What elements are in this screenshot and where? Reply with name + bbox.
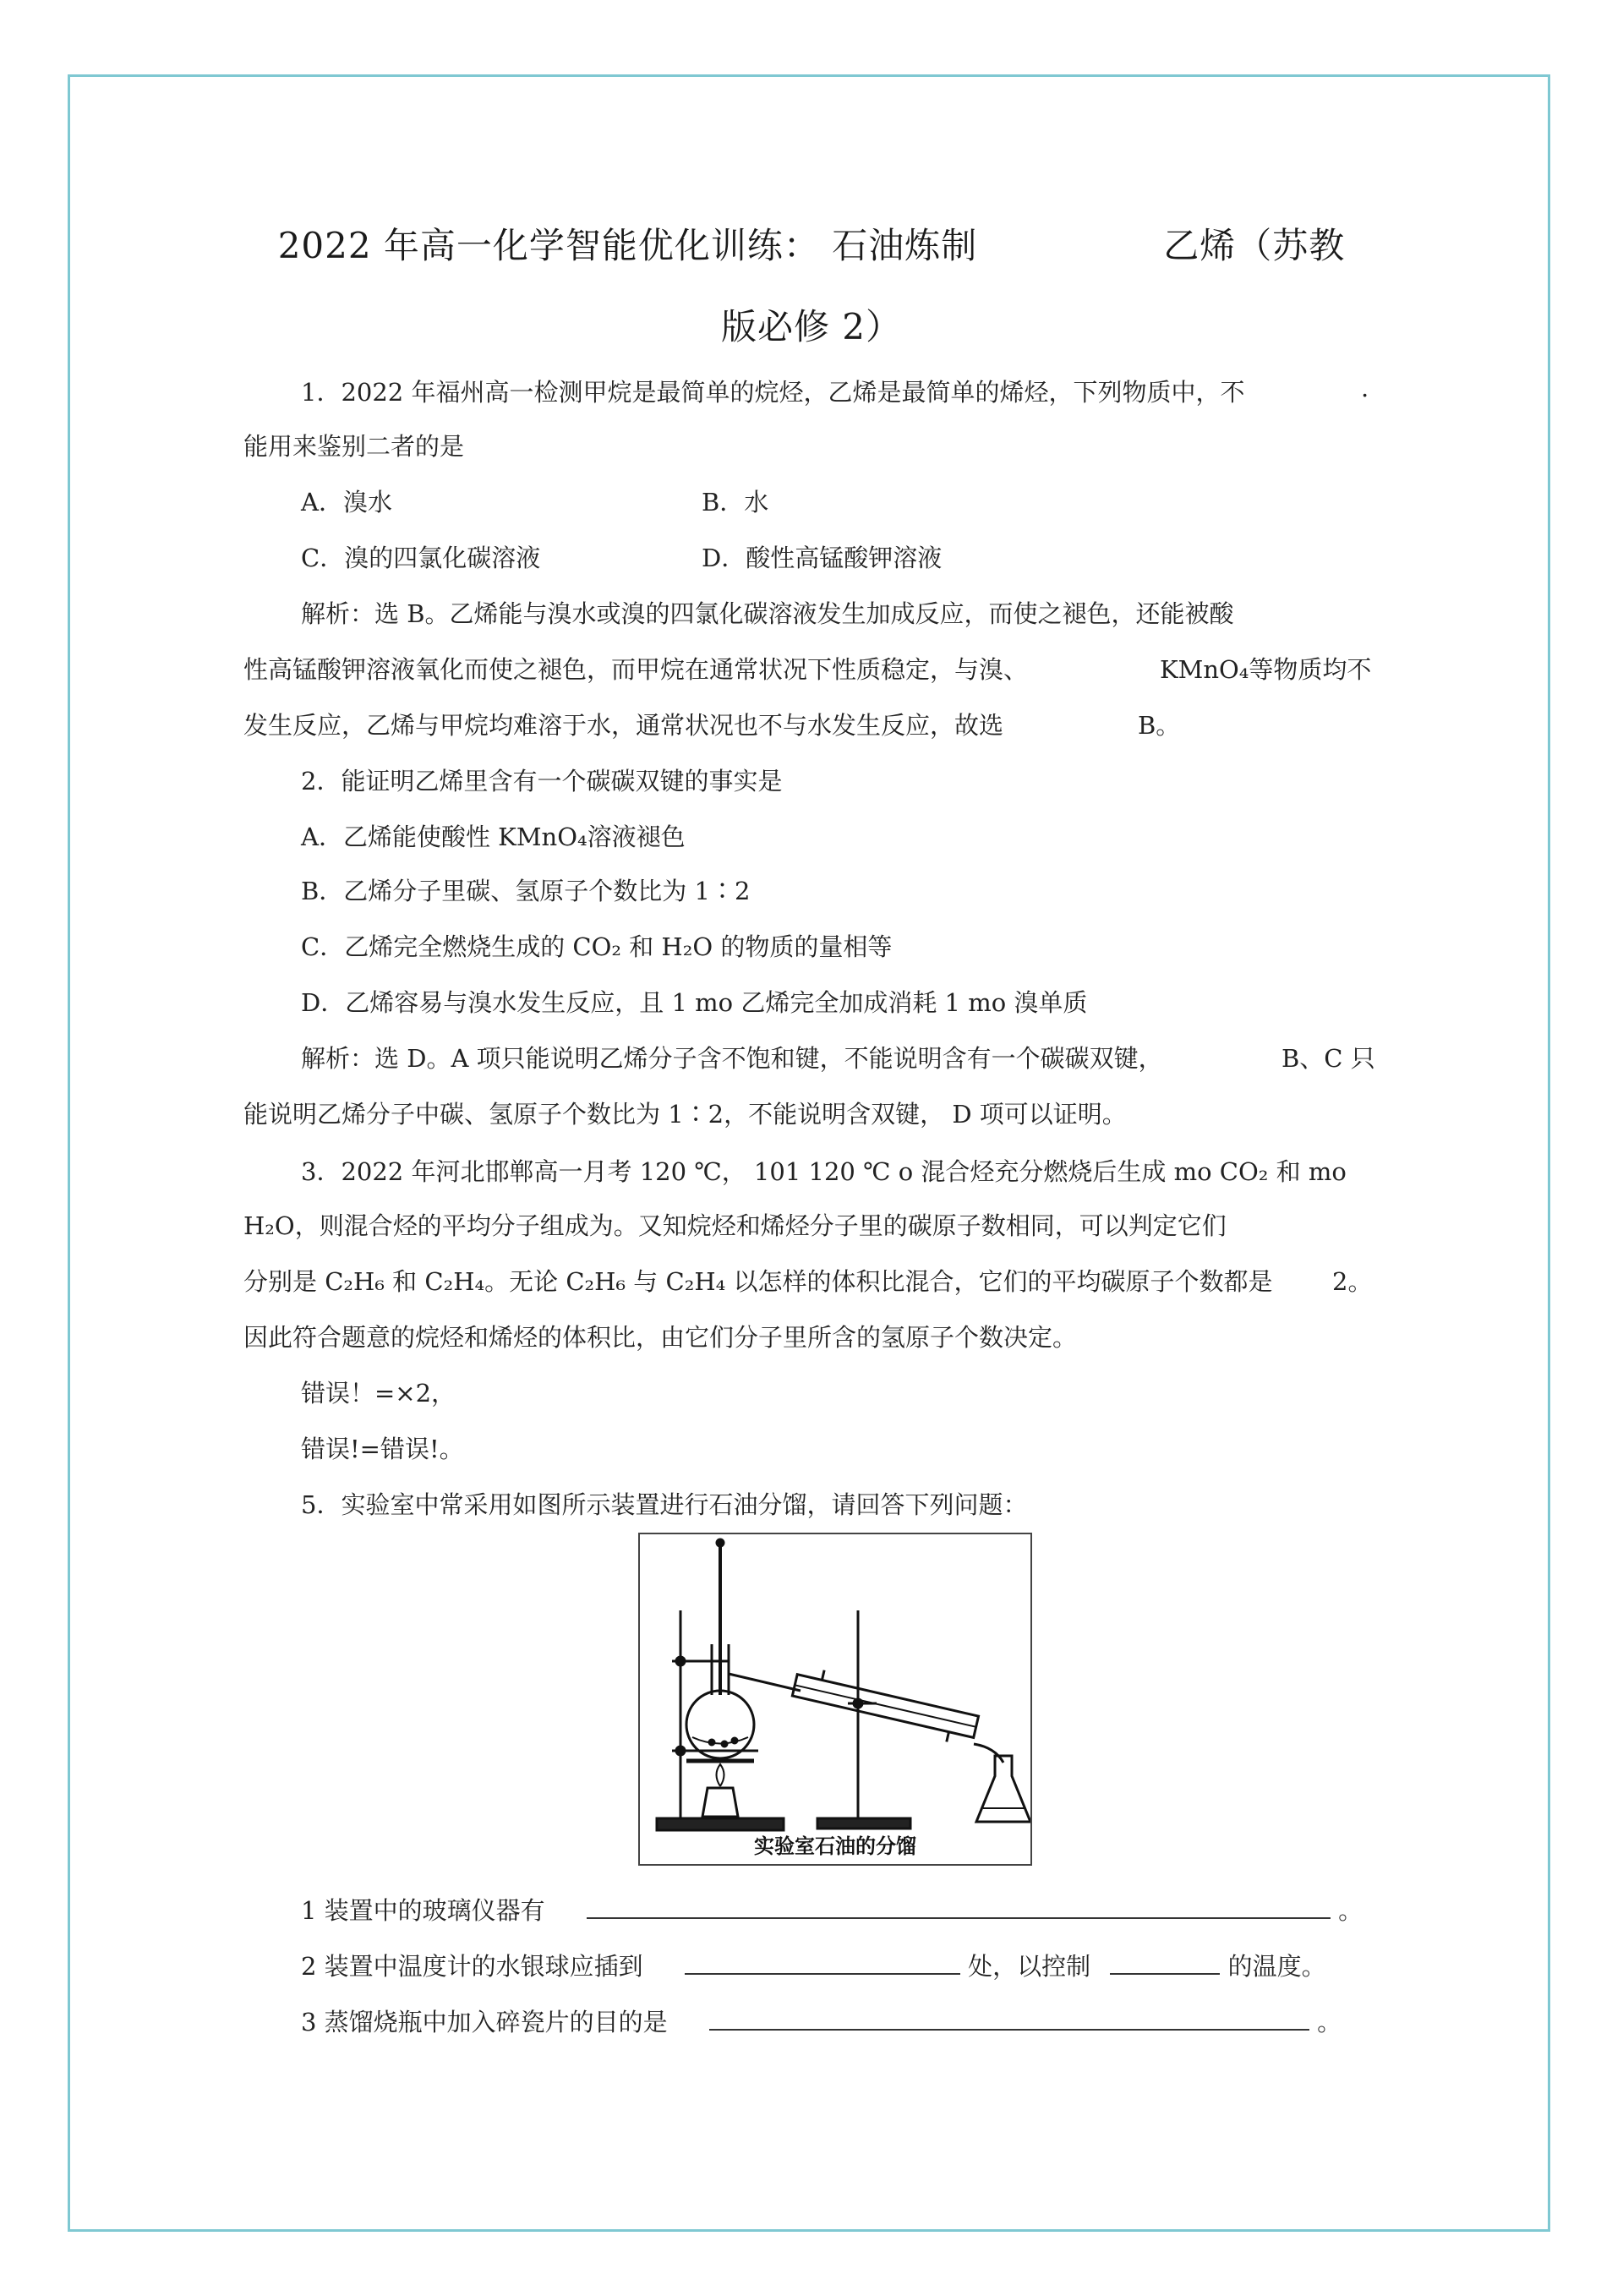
page-title-line-2: 版必修 2） xyxy=(720,306,903,347)
q5-sub-3-label: 3 蒸馏烧瓶中加入碎瓷片的目的是 xyxy=(301,2008,668,2036)
q2-option-b: B．乙烯分子里碳、氢原子个数比为 1∶2 xyxy=(301,877,751,905)
page-title xyxy=(0,218,1623,269)
q3-stem-line-4: 因此符合题意的烷烃和烯烃的体积比，由它们分子里所含的氢原子个数决定。 xyxy=(243,1323,1078,1352)
q5-stem: 5．实验室中常采用如图所示装置进行石油分馏，请回答下列问题： xyxy=(301,1490,1028,1519)
alcohol-lamp xyxy=(702,1788,738,1817)
q5-sub-2-mid: 处，以控制 xyxy=(968,1952,1091,1981)
answer-blank-4[interactable] xyxy=(709,2009,1309,2031)
q1-option-d: D．酸性高锰酸钾溶液 xyxy=(702,544,943,572)
q2-analysis-line-1: 解析：选 D。A 项只能说明乙烯分子含不饱和键，不能说明含有一个碳碳双键， xyxy=(301,1044,1163,1073)
q5-sub-1-end: 。 xyxy=(1338,1896,1363,1925)
stray-dot: . xyxy=(1361,374,1369,402)
title-part-1: 2022 年高一化学智能优化训练： 石油炼制 xyxy=(277,225,978,266)
q1-stem-line-2: 能用来鉴别二者的是 xyxy=(243,432,465,461)
receiving-flask xyxy=(976,1756,1030,1822)
figure-caption: 实验室石油的分馏 xyxy=(754,1834,916,1858)
q1-analysis-line-2-end: KMnO₄等物质均不 xyxy=(1160,655,1372,684)
q3-stem-line-3-end: 2。 xyxy=(1332,1267,1373,1296)
q1-analysis-line-1: 解析：选 B。乙烯能与溴水或溴的四氯化碳溶液发生加成反应，而使之褪色，还能被酸 xyxy=(301,599,1234,628)
q1-analysis-line-3: 发生反应，乙烯与甲烷均难溶于水，通常状况也不与水发生反应，故选 xyxy=(243,711,1004,740)
left-stand-base xyxy=(657,1818,784,1830)
q5-sub-3-end: 。 xyxy=(1317,2008,1342,2036)
q2-option-a: A．乙烯能使酸性 KMnO₄溶液褪色 xyxy=(301,823,686,851)
q5-sub-3 xyxy=(301,2004,1342,2038)
q5-sub-2 xyxy=(301,1948,1326,1982)
q2-option-c: C．乙烯完全燃烧生成的 CO₂ 和 H₂O 的物质的量相等 xyxy=(301,932,893,961)
answer-blank-1[interactable] xyxy=(587,1897,1331,1919)
q3-stem-line-1: 3．2022 年河北邯郸高一月考 120 ℃， 101 120 ℃ o 混合烃充分燃烧后生成 mo CO₂ 和 mo xyxy=(301,1157,1347,1186)
q5-sub-1 xyxy=(301,1892,1363,1927)
q3-stem-line-2: H₂O，则混合烃的平均分子组成为。又知烷烃和烯烃分子里的碳原子数相同，可以判定它们 xyxy=(243,1211,1227,1240)
q1-option-b: B．水 xyxy=(702,488,769,517)
distillation-flask xyxy=(686,1691,754,1758)
q1-analysis-line-2: 性高锰酸钾溶液氧化而使之褪色，而甲烷在通常状况下性质稳定，与溴、 xyxy=(243,655,1029,684)
q5-sub-2-label: 2 装置中温度计的水银球应插到 xyxy=(301,1952,643,1981)
q3-error-line-1: 错误！=×2， xyxy=(301,1379,456,1408)
q2-stem: 2．能证明乙烯里含有一个碳碳双键的事实是 xyxy=(301,767,783,795)
answer-blank-3[interactable] xyxy=(1110,1953,1220,1975)
q2-analysis-line-1-end: B、C 只 xyxy=(1281,1044,1375,1073)
adapter xyxy=(974,1744,1003,1763)
q5-sub-2-end: 的温度。 xyxy=(1227,1952,1326,1981)
distillation-figure xyxy=(638,1533,1032,1866)
q3-error-line-2: 错误!=错误!。 xyxy=(301,1435,464,1463)
q5-sub-1-label: 1 装置中的玻璃仪器有 xyxy=(301,1896,545,1925)
q2-option-d: D．乙烯容易与溴水发生反应，且 1 mo 乙烯完全加成消耗 1 mo 溴单质 xyxy=(301,988,1088,1017)
q3-stem-line-3: 分别是 C₂H₆ 和 C₂H₄。无论 C₂H₆ 与 C₂H₄ 以怎样的体积比混合，它们的平均碳原子个数都是 xyxy=(243,1267,1273,1296)
q1-analysis-line-3-end: B。 xyxy=(1138,711,1181,740)
distillation-apparatus-drawing xyxy=(640,1534,1030,1864)
q1-stem-line-1: 1．2022 年福州高一检测甲烷是最简单的烷烃，乙烯是最简单的烯烃，下列物质中，不 xyxy=(301,378,1245,407)
q1-option-c: C．溴的四氯化碳溶液 xyxy=(301,544,541,572)
answer-blank-2[interactable] xyxy=(685,1953,960,1975)
q1-option-a: A．溴水 xyxy=(301,488,392,517)
q2-analysis-line-2: 能说明乙烯分子中碳、氢原子个数比为 1∶2，不能说明含双键， D 项可以证明。 xyxy=(243,1100,1127,1129)
right-stand-base xyxy=(817,1818,910,1829)
title-part-2: 乙烯（苏教 xyxy=(1163,225,1346,266)
